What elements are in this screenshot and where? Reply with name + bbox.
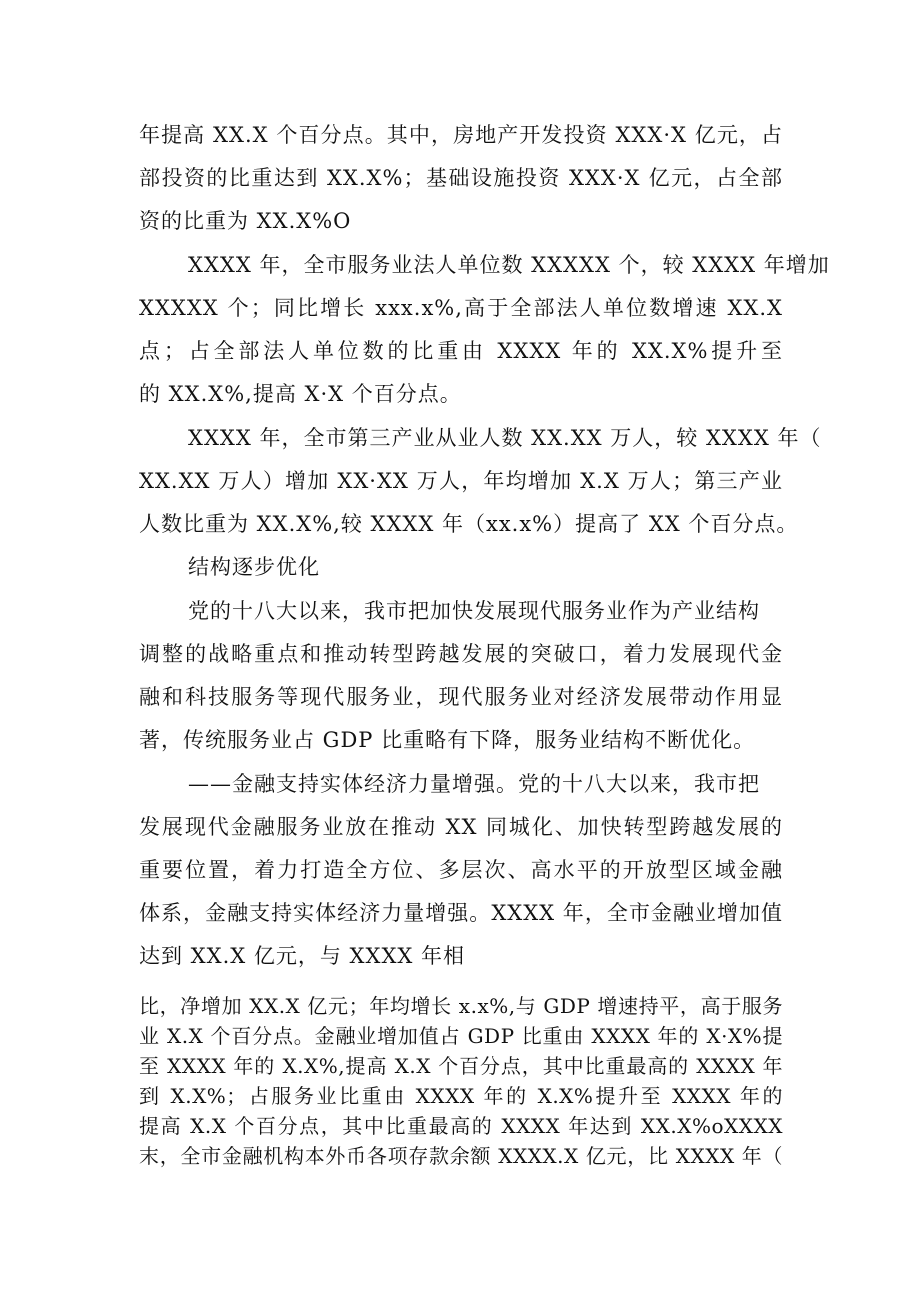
text-line: 提高 X.X 个百分点，其中比重最高的 XXXX 年达到 XX.X%oXXXX: [139, 1114, 783, 1138]
text-line: 比，净增加 XX.X 亿元；年均增长 x.x%,与 GDP 增速持平，高于服务: [139, 994, 783, 1018]
text-line: ——金融支持实体经济力量增强。党的十八大以来，我市把: [188, 772, 760, 796]
text-line: 末，全市金融机构本外币各项存款余额 XXXX.X 亿元，比 XXXX 年（: [139, 1144, 783, 1168]
text-line: 著，传统服务业占 GDP 比重略有下降，服务业结构不断优化。: [139, 728, 756, 752]
text-line: XXXXX 个；同比增长 xxx.x%,高于全部法人单位数增速 XX.X: [139, 296, 783, 320]
text-line: 的 XX.X%,提高 X·X 个百分点。: [139, 382, 462, 406]
text-line: 点；占全部法人单位数的比重由 XXXX 年的 XX.X%提升至: [139, 339, 783, 363]
text-line: 体系，金融支持实体经济力量增强。XXXX 年，全市金融业增加值: [139, 901, 783, 925]
text-line: 党的十八大以来，我市把加快发展现代服务业作为产业结构: [188, 599, 760, 623]
text-line: 业 X.X 个百分点。金融业增加值占 GDP 比重由 XXXX 年的 X·X%提: [139, 1024, 783, 1048]
text-line: 重要位置，着力打造全方位、多层次、高水平的开放型区域金融: [139, 858, 783, 882]
text-line: 达到 XX.X 亿元，与 XXXX 年相: [139, 944, 466, 968]
text-line: 融和科技服务等现代服务业，现代服务业对经济发展带动作用显: [139, 685, 783, 709]
text-line: XX.XX 万人）增加 XX·XX 万人，年均增加 X.X 万人；第三产业: [139, 469, 783, 493]
text-line: XXXX 年，全市第三产业从业人数 XX.XX 万人，较 XXXX 年（: [188, 426, 822, 450]
text-line: XXXX 年，全市服务业法人单位数 XXXXX 个，较 XXXX 年增加: [188, 253, 830, 277]
text-line: 到 X.X%；占服务业比重由 XXXX 年的 X.X%提升至 XXXX 年的: [139, 1084, 783, 1108]
text-line: 发展现代金融服务业放在推动 XX 同城化、加快转型跨越发展的: [139, 815, 783, 839]
text-line: 至 XXXX 年的 X.X%,提高 X.X 个百分点，其中比重最高的 XXXX 年: [139, 1054, 783, 1078]
text-line: 年提高 XX.X 个百分点。其中，房地产开发投资 XXX·X 亿元，占: [139, 123, 783, 147]
text-line: 调整的战略重点和推动转型跨越发展的突破口，着力发展现代金: [139, 642, 783, 666]
text-line: 人数比重为 XX.X%,较 XXXX 年（xx.x%）提高了 XX 个百分点。: [139, 512, 799, 536]
section-heading: 结构逐步优化: [188, 555, 320, 579]
text-line: 部投资的比重达到 XX.X%；基础设施投资 XXX·X 亿元，占全部: [139, 166, 783, 190]
text-line: 资的比重为 XX.X%O: [139, 209, 352, 233]
